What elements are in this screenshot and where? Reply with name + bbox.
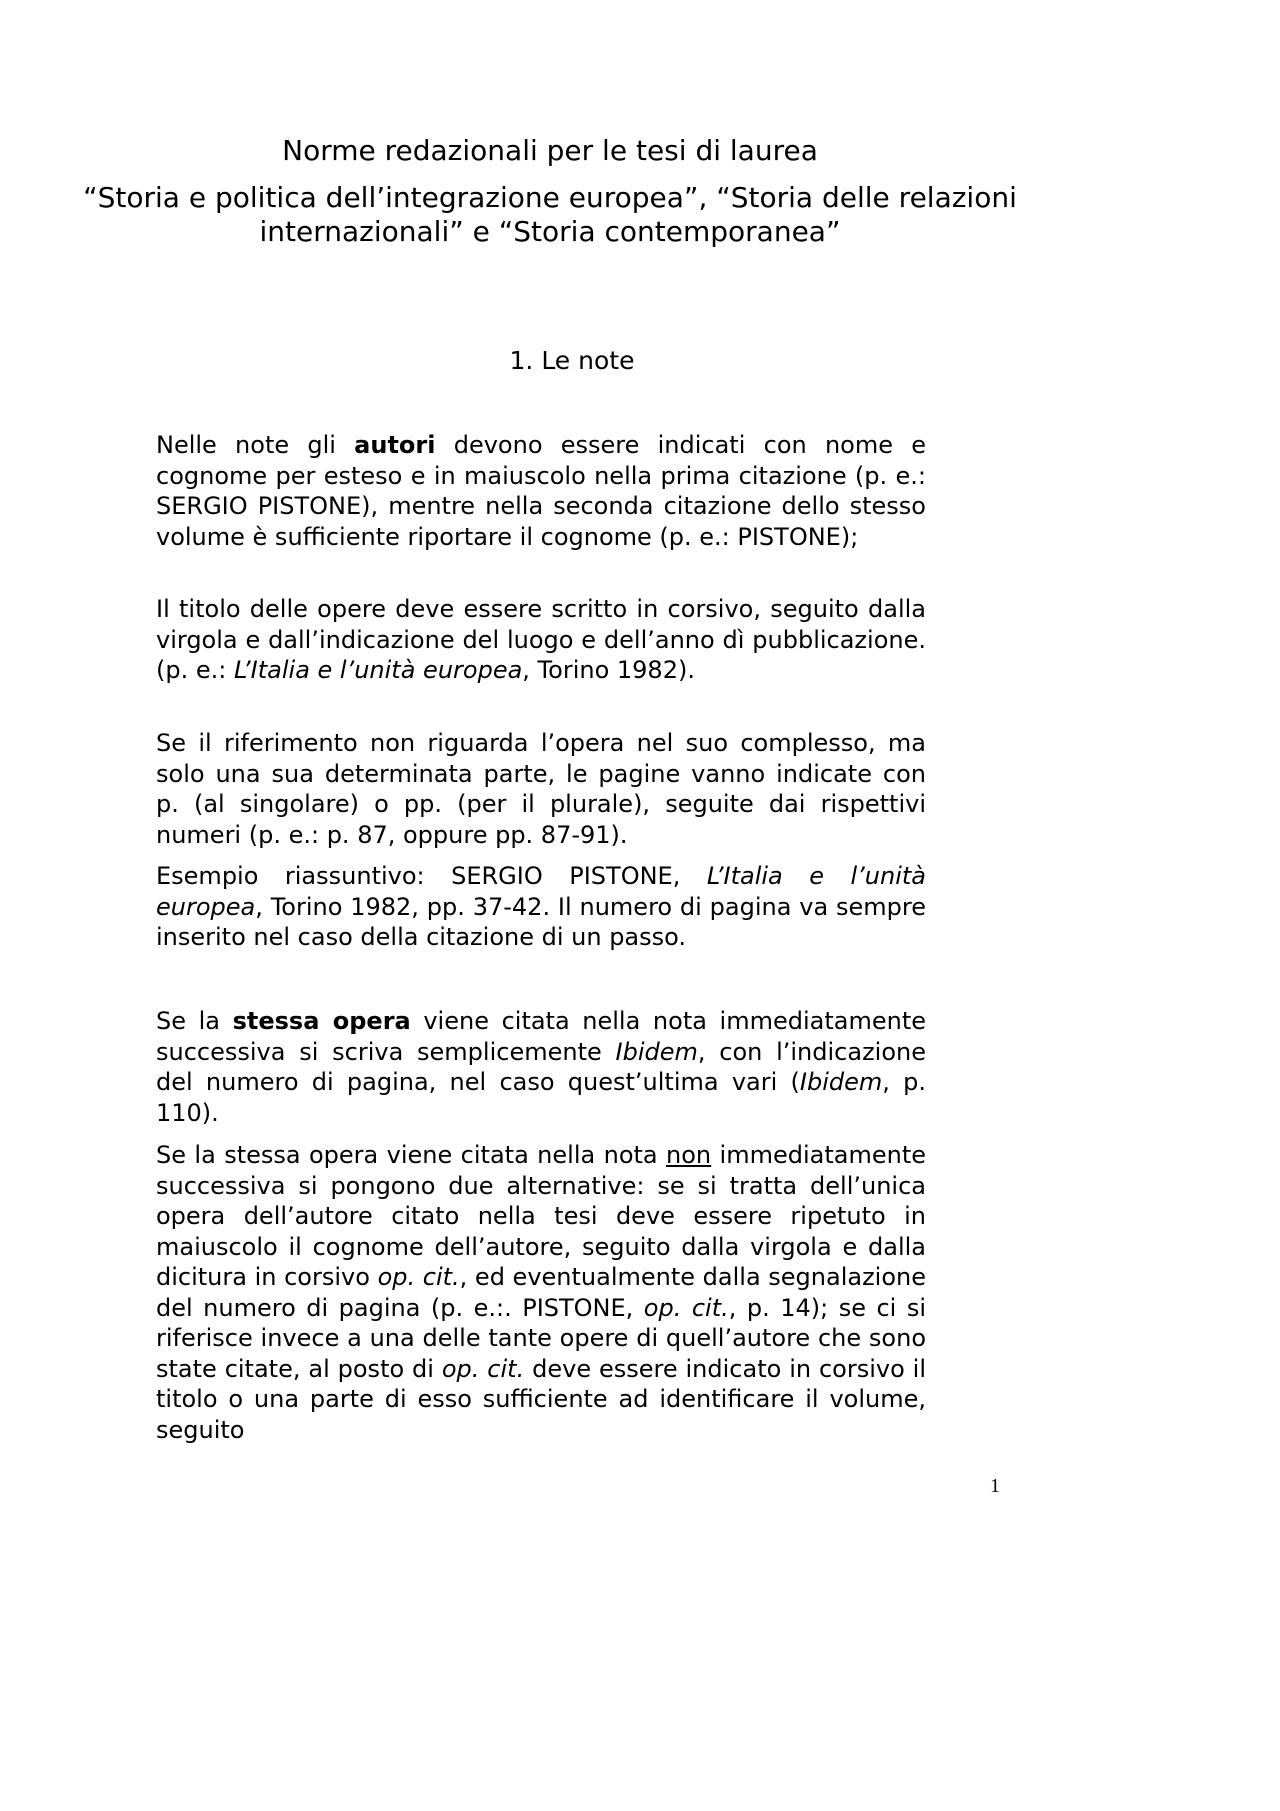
paragraph-same-work: [156, 1006, 926, 1128]
text-run: , Torino 1982, pp. 37-42. Il numero di pagina va sempre inserito nel caso della citazione di un passo.: [156, 892, 926, 951]
italic-op-cit: op. cit.: [643, 1293, 729, 1322]
text-run: Il titolo delle opere deve essere scritto in corsivo, seguito dalla virgola e dall’indicazione del luogo e dell’anno dì pubblicazione. (p. e.:: [156, 595, 926, 684]
text-run: Se il riferimento non riguarda l’opera nel suo complesso, ma solo una sua determinata parte, le pagine vanno indicate con p. (al singolare) o pp. (per il plurale), seguite dai rispettivi numeri (p. e.: p. 87, oppure pp. 87-91).: [156, 729, 926, 849]
bold-term-autori: autori: [354, 431, 436, 459]
text-run: , ed eventualmente dalla segnalazione del numero di pagina (p. e.:. PISTONE,: [156, 1263, 927, 1322]
paragraph-op-cit: [156, 1140, 926, 1445]
italic-op-cit: op. cit.: [377, 1263, 460, 1291]
italic-ibidem: Ibidem: [799, 1068, 883, 1096]
text-run: viene citata nella nota immediatamente successiva si scriva semplicemente: [156, 1007, 926, 1066]
page-number: 1: [990, 1475, 1000, 1497]
text-run: Se la stessa opera viene citata nella nota: [156, 1141, 667, 1169]
document-title: Norme redazionali per le tesi di laurea: [282, 134, 818, 167]
paragraph-summary-example: [156, 861, 926, 953]
italic-book-title: L’Italia e l’unità europea: [156, 862, 927, 921]
text-run: , p. 14); se ci si riferisce invece a una delle tante opere di quell’autore che sono state citate, al posto di: [156, 1293, 927, 1383]
underlined-non: non: [666, 1141, 712, 1169]
paragraph-title-format: [156, 594, 926, 686]
text-run: immediatamente successiva si pongono due alternative: se si tratta dell’unica opera dell’autore citato nella tesi deve essere ripetuto in maiuscolo il cognome dell’autore, seguito dalla virgola e dalla dicitura in corsivo: [156, 1141, 926, 1291]
paragraph-pages: [156, 728, 926, 850]
document-subtitle: “Storia e politica dell’integrazione europea”, “Storia delle relazioni internazionali” e “Storia contemporanea”: [83, 181, 1017, 248]
italic-book-title: L’Italia e l’unità europea: [233, 656, 523, 684]
text-run: devono essere indicati con nome e cognome per esteso e in maiuscolo nella prima citazione (p. e.: SERGIO PISTONE), mentre nella seconda citazione dello stesso volume è sufficiente riportare il cognome (p. e.: PISTONE);: [156, 431, 926, 551]
bold-term-stessa-opera: stessa opera: [232, 1007, 411, 1035]
text-run: deve essere indicato in corsivo il titolo o una parte di esso sufficiente ad identificare il volume, seguito: [156, 1354, 927, 1444]
italic-ibidem: Ibidem: [615, 1037, 698, 1066]
paragraph-authors: [156, 430, 926, 552]
text-run: , p. 110).: [156, 1068, 927, 1127]
italic-op-cit: op. cit.: [441, 1354, 525, 1383]
text-run: , Torino 1982).: [522, 656, 695, 684]
text-run: , con l’indicazione del numero di pagina, nel caso quest’ultima vari (: [156, 1037, 926, 1096]
section-heading: 1. Le note: [509, 346, 635, 375]
text-run: Nelle note gli: [156, 431, 355, 459]
text-run: Esempio riassuntivo: SERGIO PISTONE,: [156, 862, 707, 890]
text-run: Se la: [156, 1007, 233, 1035]
